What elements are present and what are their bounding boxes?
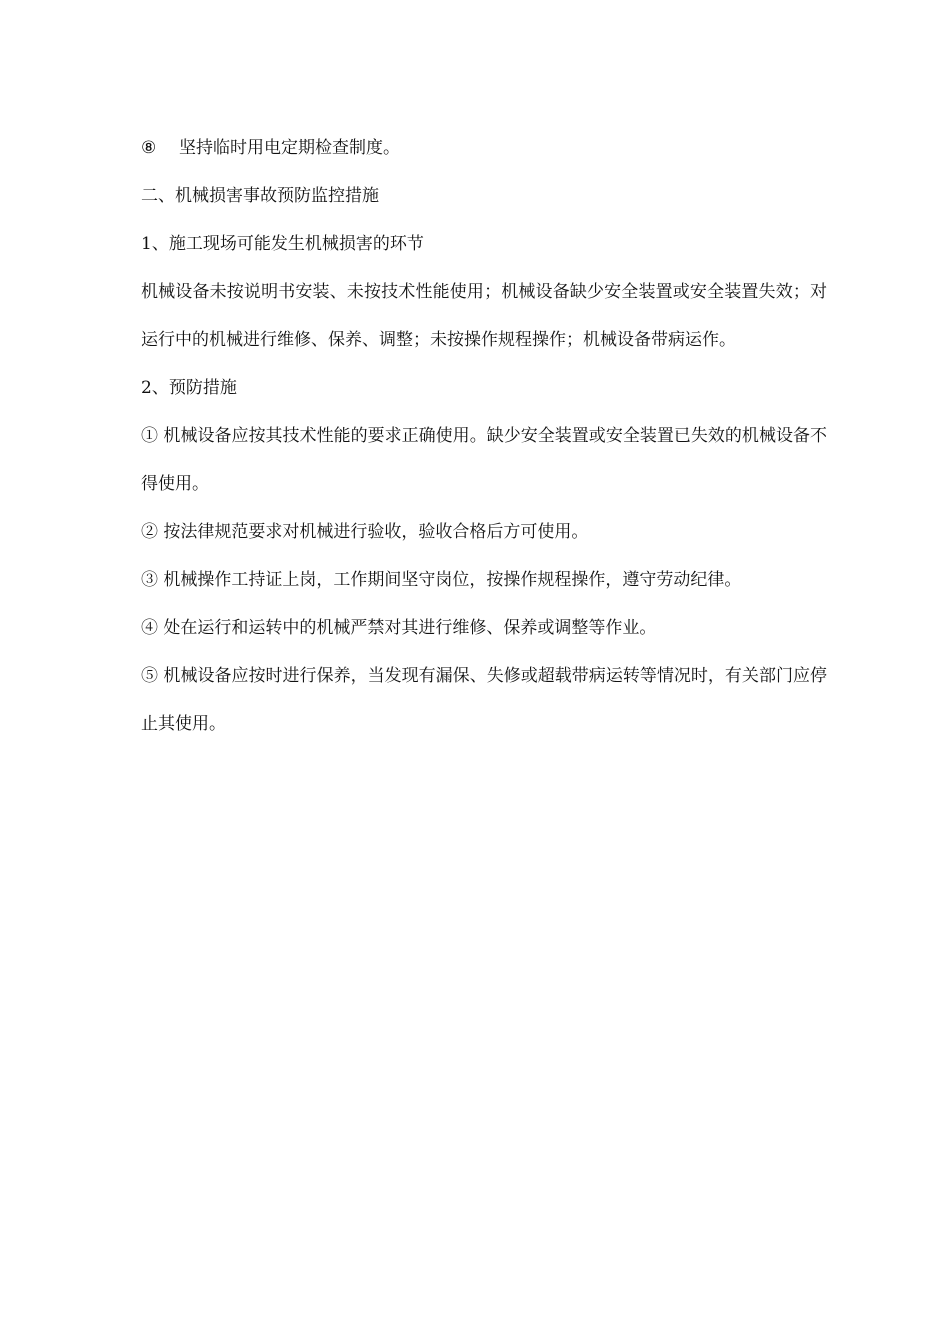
measure-item-1: ① 机械设备应按其技术性能的要求正确使用。缺少安全装置或安全装置已失效的机械设备不得使用。: [141, 426, 827, 494]
list-item-8: [141, 124, 827, 172]
measure-item-2: ② 按法律规范要求对机械进行验收，验收合格后方可使用。: [141, 522, 589, 542]
measure-item-5: ⑤ 机械设备应按时进行保养，当发现有漏保、失修或超载带病运转等情况时，有关部门应停止其使用。: [141, 666, 827, 734]
item-text: 坚持临时用电定期检查制度。: [179, 138, 400, 158]
paragraph-hazard-links: 机械设备未按说明书安装、未按技术性能使用；机械设备缺少安全装置或安全装置失效；对运行中的机械进行维修、保养、调整；未按操作规程操作；机械设备带病运作。: [141, 282, 827, 350]
measure-item-4: ④ 处在运行和运转中的机械严禁对其进行维修、保养或调整等作业。: [141, 618, 657, 638]
document-body: [141, 124, 827, 748]
subsection-heading-2: 2、预防措施: [141, 378, 237, 398]
measure-item-3: ③ 机械操作工持证上岗，工作期间坚守岗位，按操作规程操作，遵守劳动纪律。: [141, 570, 742, 590]
subsection-heading-1: 1、施工现场可能发生机械损害的环节: [141, 234, 424, 254]
section-heading: 二、机械损害事故预防监控措施: [141, 186, 379, 206]
item-number: ⑧: [141, 138, 157, 158]
